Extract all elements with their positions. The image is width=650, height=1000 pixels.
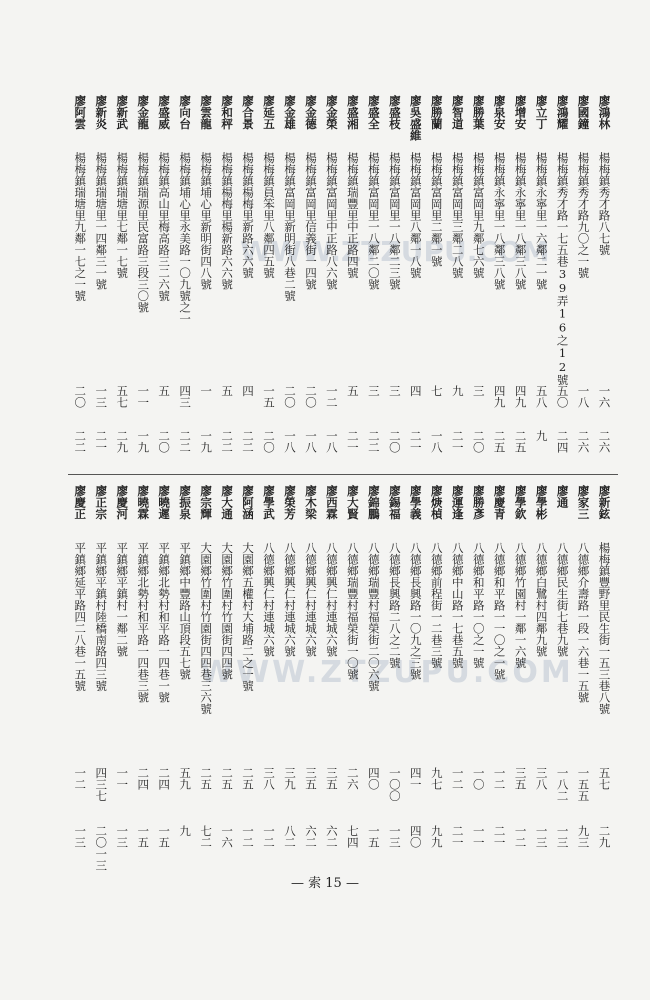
entry-number-2: 四〇 xyxy=(408,825,423,848)
entry-number-1: 五 xyxy=(157,385,172,397)
entry-number-1: 五七 xyxy=(115,385,130,408)
entry-address: 八德鄉興仁村連城六號 xyxy=(282,542,297,657)
entry-name: 廖增安 xyxy=(513,95,528,130)
directory-entry xyxy=(468,485,489,880)
entry-number-2: 一九 xyxy=(136,430,151,453)
entry-name: 廖運逢 xyxy=(450,485,465,520)
entry-name: 廖智道 xyxy=(450,95,465,130)
entry-number-2: 二〇 xyxy=(387,430,402,453)
entry-name: 廖慶正 xyxy=(73,485,88,520)
directory-entry xyxy=(426,485,447,880)
directory-entry xyxy=(489,485,510,880)
entry-number-1: 三五 xyxy=(513,767,528,790)
entry-name: 廖大通 xyxy=(220,485,235,520)
entry-number-2: 二二 xyxy=(220,430,235,453)
entry-name: 廖通 xyxy=(555,485,570,508)
entry-address: 楊梅鎮秀才路九〇之一號 xyxy=(576,152,591,279)
directory-entry xyxy=(447,485,468,880)
entry-number-2: 一三 xyxy=(387,825,402,848)
entry-number-2: 六二 xyxy=(303,825,318,848)
entry-name: 廖振泉 xyxy=(178,485,193,520)
entry-name: 廖金雄 xyxy=(282,95,297,130)
entry-number-1: 一六 xyxy=(597,385,612,408)
directory-entry xyxy=(594,485,615,880)
watermark-bottom: WWW.ZTZUPU.COM xyxy=(200,655,574,690)
directory-entry xyxy=(552,95,573,465)
entry-name: 廖勝彥 xyxy=(471,485,486,520)
entry-name: 廖大賢 xyxy=(345,485,360,520)
entry-number-2: 二一 xyxy=(492,825,507,848)
entry-number-2: 七二 xyxy=(199,825,214,848)
entry-number-2: 二二 xyxy=(366,430,381,453)
entry-number-1: 一 xyxy=(199,385,214,397)
directory-entry xyxy=(342,485,363,880)
entry-name: 廖盛枝 xyxy=(387,95,402,130)
entry-address: 楊梅鎮富岡里三鄰二八號 xyxy=(450,152,465,279)
entry-address: 楊梅鎮楊梅里新路六六號 xyxy=(241,152,256,279)
entry-address: 楊梅鎮瑞塘里九鄰一七之一號 xyxy=(73,152,88,302)
directory-entry xyxy=(196,95,217,465)
entry-name: 廖新炎 xyxy=(94,95,109,130)
entry-address: 楊梅鎮富岡里一八鄰二〇號 xyxy=(366,152,381,290)
entry-number-2: 二六 xyxy=(576,430,591,453)
entry-address: 楊梅鎮豐野里民生街一五三巷八號 xyxy=(597,542,612,715)
entry-number-1: 四九 xyxy=(513,385,528,408)
entry-address: 楊梅鎮秀才路一七五巷39弄16之12號 xyxy=(555,152,570,386)
entry-number-1: 一八二 xyxy=(555,767,570,802)
entry-address: 八德鄉介壽路一段一六巷一五號 xyxy=(576,542,591,703)
entry-number-1: 五 xyxy=(345,385,360,397)
directory-entry xyxy=(70,485,91,880)
entry-number-1: 五七 xyxy=(597,767,612,790)
entry-number-2: 一八 xyxy=(324,430,339,453)
directory-entry xyxy=(70,95,91,465)
section-divider xyxy=(68,474,618,475)
directory-entry xyxy=(217,95,238,465)
entry-number-1: 四一 xyxy=(408,767,423,790)
entry-address: 八德鄉前程街一二巷三號 xyxy=(429,542,444,669)
directory-entry xyxy=(238,485,259,880)
directory-entry xyxy=(175,485,196,880)
entry-number-1: 四九 xyxy=(492,385,507,408)
directory-entry xyxy=(531,95,552,465)
entry-address: 楊梅鎮瑞塘里一四鄰三一號 xyxy=(94,152,109,290)
directory-entry xyxy=(259,95,280,465)
entry-address: 楊梅鎮永寧里一八鄰三八號 xyxy=(513,152,528,290)
entry-address: 八德鄉興仁村連城六號 xyxy=(262,542,277,657)
entry-number-1: 二四 xyxy=(136,767,151,790)
entry-address: 八德鄉竹園村一鄰一六號 xyxy=(513,542,528,669)
entry-name: 廖慶河 xyxy=(115,485,130,520)
entry-number-2: 一二 xyxy=(241,825,256,848)
directory-entry xyxy=(363,95,384,465)
directory-entry xyxy=(489,95,510,465)
directory-entry xyxy=(280,485,301,880)
entry-address: 大園鄉竹圍村竹園街四四號 xyxy=(220,542,235,680)
entry-name: 廖金榮 xyxy=(324,95,339,130)
directory-entry xyxy=(321,485,342,880)
entry-address: 楊梅鎮永寧里一八鄰三八號 xyxy=(492,152,507,290)
directory-entry xyxy=(91,95,112,465)
entry-number-2: 九 xyxy=(534,430,549,442)
entry-number-2: 一二 xyxy=(513,825,528,848)
entry-name: 廖學欽 xyxy=(513,485,528,520)
directory-entry xyxy=(133,485,154,880)
entry-number-1: 一八 xyxy=(576,385,591,408)
entry-name: 廖延五 xyxy=(262,95,277,130)
entry-name: 廖家三 xyxy=(576,485,591,520)
entry-name: 廖鴻林 xyxy=(597,95,612,130)
entry-number-1: 七 xyxy=(429,385,444,397)
directory-entry xyxy=(594,95,615,465)
entry-number-1: 一二 xyxy=(324,385,339,408)
entry-number-1: 二〇 xyxy=(282,385,297,408)
entry-number-2: 一六 xyxy=(220,825,235,848)
entry-number-2: 二二 xyxy=(241,430,256,453)
entry-number-2: 二六 xyxy=(597,430,612,453)
entry-number-2: 一三 xyxy=(115,825,130,848)
entry-number-1: 五〇 xyxy=(555,385,570,408)
entry-number-2: 一二 xyxy=(262,825,277,848)
entry-number-2: 一八 xyxy=(282,430,297,453)
entry-address: 八德鄉興仁村連城六號 xyxy=(324,542,339,657)
entry-number-1: 三 xyxy=(387,385,402,397)
entry-address: 楊梅鎮員笨里八鄰四五號 xyxy=(262,152,277,279)
entry-name: 廖學彬 xyxy=(534,485,549,520)
entry-number-2: 一三 xyxy=(555,825,570,848)
entry-address: 八德鄉瑞豐村福榮街一〇號 xyxy=(345,542,360,680)
entry-name: 廖錦鵬 xyxy=(366,485,381,520)
entry-name: 廖阿涵 xyxy=(241,485,256,520)
entry-address: 楊梅鎮富岡里二鄰一號 xyxy=(429,152,444,267)
entry-name: 廖正宗 xyxy=(94,485,109,520)
entry-address: 八德鄉興仁村連城六號 xyxy=(303,542,318,657)
entry-address: 八德鄉中山路一七巷五號 xyxy=(450,542,465,669)
entry-number-1: 一〇 xyxy=(471,767,486,790)
directory-entry xyxy=(510,485,531,880)
entry-number-1: 二五 xyxy=(241,767,256,790)
entry-number-1: 一〇〇 xyxy=(387,767,402,802)
entry-name: 廖新武 xyxy=(115,95,130,130)
directory-entry xyxy=(154,95,175,465)
entry-address: 八德鄉瑞豐村福榮街二〇六號 xyxy=(366,542,381,692)
directory-entry xyxy=(259,485,280,880)
directory-entry xyxy=(154,485,175,880)
entry-name: 廖勝蘭 xyxy=(429,95,444,130)
entry-name: 廖曉霖 xyxy=(136,485,151,520)
entry-address: 八德鄉和平路一一〇之一號 xyxy=(492,542,507,680)
entry-number-1: 五 xyxy=(220,385,235,397)
entry-address: 平鎮鄉平鎮村陸橋南路四三號 xyxy=(94,542,109,692)
directory-entry xyxy=(238,95,259,465)
directory-entry xyxy=(112,95,133,465)
entry-address: 楊梅鎮永寧里一六鄰二一號 xyxy=(534,152,549,290)
entry-address: 楊梅鎮富岡里中正路八六號 xyxy=(324,152,339,290)
directory-entry xyxy=(91,485,112,880)
entry-number-1: 一五 xyxy=(262,385,277,408)
entry-number-1: 四〇 xyxy=(366,767,381,790)
entry-address: 八德鄉長興路一〇九之三號 xyxy=(408,542,423,680)
entry-number-2: 九 xyxy=(178,825,193,837)
directory-entry xyxy=(196,485,217,880)
entry-number-2: 一三 xyxy=(534,825,549,848)
entry-address: 大園鄉五權村大埔路二之一號 xyxy=(241,542,256,692)
entry-name: 廖焿楨 xyxy=(429,485,444,520)
directory-entry xyxy=(510,95,531,465)
entry-number-2: 七四 xyxy=(345,825,360,848)
entry-number-2: 二〇 xyxy=(262,430,277,453)
entry-number-1: 三九 xyxy=(282,767,297,790)
entry-number-2: 一八 xyxy=(303,430,318,453)
entry-address: 楊梅鎮高山里梅高路三二六號 xyxy=(157,152,172,302)
entry-number-1: 三八 xyxy=(534,767,549,790)
entry-name: 廖新鉉 xyxy=(597,485,612,520)
entry-number-1: 一二 xyxy=(73,767,88,790)
entry-number-1: 三五 xyxy=(324,767,339,790)
entry-number-2: 一三 xyxy=(73,825,88,848)
entry-number-2: 九九 xyxy=(429,825,444,848)
directory-entry xyxy=(426,95,447,465)
bottom-directory-section xyxy=(70,485,615,880)
entry-address: 八德鄉白鷺村四鄰九號 xyxy=(534,542,549,657)
entry-name: 廖合景 xyxy=(241,95,256,130)
entry-number-2: 二九 xyxy=(597,825,612,848)
directory-entry xyxy=(133,95,154,465)
entry-name: 廖勝葉 xyxy=(471,95,486,130)
directory-entry xyxy=(300,95,321,465)
entry-address: 平鎮鄉延平路四二八巷一五號 xyxy=(73,542,88,692)
entry-number-2: 二一 xyxy=(345,430,360,453)
entry-address: 八德鄉和平路一〇之一號 xyxy=(471,542,486,669)
entry-number-1: 一五五 xyxy=(576,767,591,802)
entry-name: 廖阿雲 xyxy=(73,95,88,130)
directory-entry xyxy=(342,95,363,465)
entry-address: 平鎮鄉北勢村和平路一四巷一號 xyxy=(157,542,172,703)
entry-address: 八德鄉長興路二八之二號 xyxy=(387,542,402,669)
entry-number-2: 一五 xyxy=(136,825,151,848)
entry-address: 楊梅鎮富岡里九鄰七六號 xyxy=(471,152,486,279)
entry-address: 楊梅鎮楊梅里楊新路六六號 xyxy=(220,152,235,290)
directory-entry xyxy=(300,485,321,880)
entry-number-1: 三五 xyxy=(303,767,318,790)
entry-address: 楊梅鎮瑞源里民富路三段三〇號 xyxy=(136,152,151,313)
entry-address: 楊梅鎮瑞豐里中正路四號 xyxy=(345,152,360,279)
entry-number-2: 二九 xyxy=(115,430,130,453)
entry-number-2: 九三 xyxy=(576,825,591,848)
entry-number-1: 五八 xyxy=(534,385,549,408)
entry-number-1: 二六 xyxy=(345,767,360,790)
entry-address: 楊梅鎮富岡里新明街八巷二號 xyxy=(282,152,297,302)
entry-name: 廖木梁 xyxy=(303,485,318,520)
directory-entry xyxy=(321,95,342,465)
entry-number-2: 一九 xyxy=(199,430,214,453)
top-directory-section xyxy=(70,95,615,465)
entry-name: 廖宗輝 xyxy=(199,485,214,520)
entry-number-1: 一二 xyxy=(450,767,465,790)
entry-number-2: 二四 xyxy=(555,430,570,453)
entry-name: 廖曉遲 xyxy=(157,485,172,520)
entry-name: 廖吳盛維 xyxy=(408,95,423,141)
entry-number-1: 五九 xyxy=(178,767,193,790)
entry-number-1: 四三七 xyxy=(94,767,109,802)
entry-number-1: 四三 xyxy=(178,385,193,408)
directory-entry xyxy=(447,95,468,465)
entry-name: 廖向台 xyxy=(178,95,193,130)
entry-number-2: 二〇 xyxy=(471,430,486,453)
entry-number-2: 二〇一三 xyxy=(94,825,109,871)
entry-name: 廖國鐘 xyxy=(576,95,591,130)
entry-address: 楊梅鎮埔心里新明街四八號 xyxy=(199,152,214,290)
entry-name: 廖學義 xyxy=(408,485,423,520)
entry-number-2: 二一 xyxy=(450,430,465,453)
entry-number-1: 三八 xyxy=(262,767,277,790)
entry-number-2: 二〇 xyxy=(157,430,172,453)
entry-number-1: 三 xyxy=(471,385,486,397)
entry-number-1: 三 xyxy=(366,385,381,397)
entry-name: 廖泉安 xyxy=(492,95,507,130)
entry-address: 楊梅鎮富岡里八鄰一八號 xyxy=(408,152,423,279)
entry-number-1: 一二 xyxy=(492,767,507,790)
entry-number-2: 一五 xyxy=(157,825,172,848)
entry-number-1: 九 xyxy=(450,385,465,397)
entry-name: 廖盛威 xyxy=(157,95,172,130)
entry-name: 廖榮芳 xyxy=(282,485,297,520)
entry-name: 廖學武 xyxy=(262,485,277,520)
entry-number-2: 六二 xyxy=(324,825,339,848)
directory-entry xyxy=(405,95,426,465)
entry-number-1: 二〇 xyxy=(73,385,88,408)
entry-address: 楊梅鎮富岡里信義街一四號 xyxy=(303,152,318,290)
entry-name: 廖和秤 xyxy=(220,95,235,130)
directory-entry xyxy=(552,485,573,880)
watermark-top: WWW.ZTZUPU.COM xyxy=(240,235,550,268)
entry-number-1: 二五 xyxy=(199,767,214,790)
entry-name: 廖西霖 xyxy=(324,485,339,520)
directory-entry xyxy=(573,95,594,465)
entry-number-1: 一三 xyxy=(94,385,109,408)
directory-entry xyxy=(112,485,133,880)
entry-number-2: 八二 xyxy=(282,825,297,848)
directory-entry xyxy=(573,485,594,880)
entry-address: 楊梅鎮富岡里一八鄰二三號 xyxy=(387,152,402,290)
entry-name: 廖金龍 xyxy=(136,95,151,130)
entry-number-2: 二一 xyxy=(408,430,423,453)
directory-entry xyxy=(280,95,301,465)
entry-number-2: 二二 xyxy=(178,430,193,453)
directory-entry xyxy=(384,485,405,880)
entry-number-1: 四 xyxy=(241,385,256,397)
directory-entry xyxy=(531,485,552,880)
directory-entry xyxy=(217,485,238,880)
entry-address: 楊梅鎮瑞塘里七鄰一七號 xyxy=(115,152,130,279)
entry-number-2: 一五 xyxy=(366,825,381,848)
directory-entry xyxy=(384,95,405,465)
entry-number-2: 二一 xyxy=(450,825,465,848)
entry-name: 廖慶青 xyxy=(492,485,507,520)
entry-number-2: 二五 xyxy=(513,430,528,453)
entry-number-1: 二四 xyxy=(157,767,172,790)
entry-number-2: 二一 xyxy=(94,430,109,453)
directory-entry xyxy=(405,485,426,880)
entry-name: 廖金德 xyxy=(303,95,318,130)
entry-address: 楊梅鎮埔心里永美路一〇九號之一 xyxy=(178,152,193,325)
entry-number-2: 一八 xyxy=(429,430,444,453)
entry-number-1: 九七 xyxy=(429,767,444,790)
entry-number-1: 二〇 xyxy=(303,385,318,408)
entry-name: 廖雲龍 xyxy=(199,95,214,130)
entry-address: 八德鄉民生街七巷九號 xyxy=(555,542,570,657)
entry-address: 大園鄉竹圍村竹園街四四巷三六號 xyxy=(199,542,214,715)
entry-name: 廖錫福 xyxy=(387,485,402,520)
entry-number-2: 一一 xyxy=(471,825,486,848)
entry-address: 平鎮鄉北勢村和平路一四巷三號 xyxy=(136,542,151,703)
directory-entry xyxy=(468,95,489,465)
entry-number-1: 四 xyxy=(408,385,423,397)
entry-name: 廖盛湘 xyxy=(345,95,360,130)
entry-number-1: 二五 xyxy=(220,767,235,790)
page-number: — 索 15 — xyxy=(291,876,359,891)
directory-entry xyxy=(175,95,196,465)
entry-name: 廖鴻耀 xyxy=(555,95,570,130)
entry-address: 楊梅鎮秀才路八七號 xyxy=(597,152,612,256)
entry-number-2: 二五 xyxy=(492,430,507,453)
entry-number-2: 二二 xyxy=(73,430,88,453)
entry-number-1: 一一 xyxy=(115,767,130,790)
directory-entry xyxy=(363,485,384,880)
entry-number-1: 一一 xyxy=(136,385,151,408)
entry-address: 平鎮鄉中豐路山頂段五七號 xyxy=(178,542,193,680)
entry-name: 廖盛全 xyxy=(366,95,381,130)
entry-address: 平鎮鄉平鎮村一鄰二號 xyxy=(115,542,130,657)
entry-name: 廖立丁 xyxy=(534,95,549,130)
